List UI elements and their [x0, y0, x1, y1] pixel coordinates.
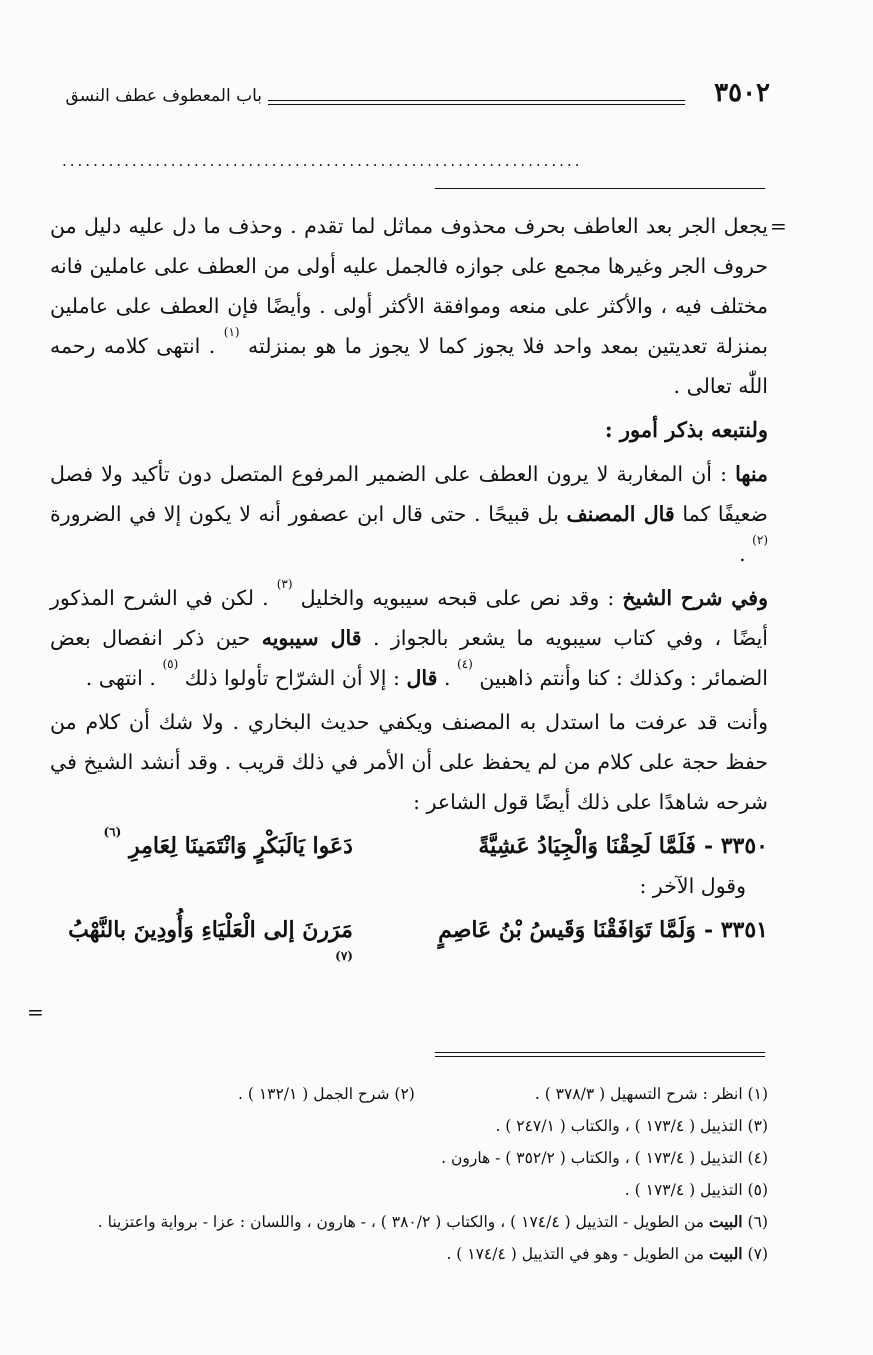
paragraph-3-bold-1: قال سيبويه [261, 626, 362, 650]
paragraph-2-text-b: بل قبيحًا . حتى قال ابن عصفور أنه لا يكون إلا في الضرورة [50, 502, 559, 526]
paragraph-3-text-d: . [443, 666, 451, 690]
footnote-5: (٥) التذييل ( ١٧٣/٤ ) . [624, 1181, 768, 1199]
section-heading: ولنتبعه بذكر أمور : [604, 417, 768, 442]
footnote-7-bold: البيت [709, 1244, 743, 1263]
footnote-1-2 [40, 1078, 768, 1110]
footnote-1: (١) انظر : شرح التسهيل ( ٣٧٨/٣ ) . [534, 1085, 768, 1103]
footnote-ref-1: (١) [223, 325, 240, 339]
paragraph-5: وقول الآخر : [639, 874, 746, 898]
verse-hemistich-2: دَعَوا يَالَبَكْرٍ وَانْتَمَينَا لِعَامِرِ [128, 833, 353, 859]
footnote-ref-2: (٢) [752, 533, 768, 547]
page-number: ٣٥٠٢ [714, 78, 770, 108]
verse-hemistich-2-wrap [50, 910, 353, 990]
footnote-ref-3: (٣) [276, 577, 293, 591]
paragraph-3 [50, 578, 768, 698]
paragraph-3-text-a: : وقد نص على قبحه سيبويه والخليل [300, 586, 615, 610]
paragraph-3-text-e: : إلا أن الشرّاح تأولوا ذلك [184, 666, 400, 690]
footnote-3: (٣) التذييل ( ١٧٣/٤ ) ، والكتاب ( ٢٤٧/١ ) . [495, 1117, 768, 1135]
footnote-ref-6: (٦) [103, 825, 122, 839]
footnote-7 [40, 1238, 768, 1270]
paragraph-1-tail: . انتهى كلامه رحمه اللّٰه تعالى . [50, 334, 768, 398]
header-rule [268, 100, 685, 105]
paragraph-2-bold: قال المصنف [566, 502, 675, 526]
footnote-7-text: من الطويل - وهو في التذييل ( ١٧٤/٤ ) . [446, 1245, 705, 1263]
paragraph-4: وأنت قد عرفت ما استدل به المصنف ويكفي حديث البخاري . ولا شك أن كلام من حفظ حجة على كلام من لم يحفظ على أن الأمر في ذلك قريب . وقد أنشد الشيخ في شرحه شاهدًا على ذلك أيضًا قول الشاعر : [50, 710, 768, 814]
paragraph-3-text-b: . لكن في الشرح المذكور أيضًا ، وفي كتاب سيبويه ما يشعر بالجواز . [50, 586, 768, 650]
paragraph-3-text-c: حين ذكر انفصال بعض الضمائر : وكذلك : كنا وأنتم ذاهبين [50, 626, 768, 690]
continuation-mark-top: = [770, 214, 787, 238]
paragraph-2-lead: منها [735, 462, 768, 486]
verse-3350 [50, 826, 768, 866]
running-header-title: باب المعطوف عطف النسق [65, 86, 262, 106]
paragraph-1-text: يجعل الجر بعد العاطف بحرف محذوف مماثل لما تقدم . وحذف ما دل عليه دليل من حروف الجر وغيرها مجمع على جوازه فالجمل عليه أولى من العطف على عاملين فانه مختلف فيه ، والأكثر على منعه وموافقة الأكثر أولى . وأيضًا فإن العطف على عاملين بمنزلة تعديتين بمعد واحد فلا يجوز كما لا يجوز ما هو بمنزلته [50, 214, 768, 358]
paragraph-2-tail: . [739, 542, 746, 566]
footnote-ref-7: (٧) [335, 949, 353, 963]
footnote-2: (٢) شرح الجمل ( ١٣٢/١ ) . [238, 1085, 415, 1103]
paragraph-3-lead: وفي شرح الشيخ [622, 586, 768, 610]
footnote-7-number: (٧) [747, 1245, 768, 1263]
footnote-6-number: (٦) [747, 1213, 768, 1231]
dotted-separator: ................................................................... [62, 152, 583, 170]
footnote-ref-4: (٤) [457, 657, 473, 671]
continuation-rule [435, 188, 765, 189]
paragraph-3-text-f: . انتهى . [85, 666, 156, 690]
paragraph-3-bold-2: قال [406, 666, 438, 690]
verse-hemistich-1: فَلَمَّا لَحِقْنَا وَالْجِيَادُ عَشِيَّةً [478, 833, 696, 859]
footnote-6-text: من الطويل - التذييل ( ١٧٤/٤ ) ، والكتاب ( ٣٨٠/٢ ) ، - هارون ، واللسان : عزا - برواية واعتزينا . [97, 1213, 705, 1231]
verse-hemistich-1: وَلَمَّا تَوَافَقْنَا وَقَيسُ بْنُ عَاصِمٍ [438, 917, 696, 943]
footnote-rule [435, 1052, 765, 1057]
paragraph-2 [50, 454, 768, 574]
paragraph-2-text-a: : أن المغاربة لا يرون العطف على الضمير المرفوع المتصل دون تأكيد ولا فصل ضعيفًا كما [50, 462, 768, 526]
body-text [50, 206, 768, 990]
verse-number: ٣٣٥١ - [703, 917, 768, 943]
verse-hemistich-2: مَرَرنَ إلى الْعَلْيَاءِ وَأُودِينَ بالنَّهْبُ [68, 917, 353, 943]
continuation-mark-bottom: = [27, 1000, 44, 1024]
verse-hemistich-2-wrap [50, 826, 353, 866]
paragraph-1 [50, 206, 768, 406]
verse-number: ٣٣٥٠ - [703, 833, 768, 859]
footnote-6 [40, 1206, 768, 1238]
footnote-ref-5: (٥) [162, 657, 179, 671]
footnote-6-bold: البيت [709, 1212, 743, 1231]
footnotes [40, 1078, 768, 1270]
footnote-4: (٤) التذييل ( ١٧٣/٤ ) ، والكتاب ( ٣٥٢/٢ ) - هارون . [441, 1149, 768, 1167]
verse-3351 [50, 910, 768, 990]
